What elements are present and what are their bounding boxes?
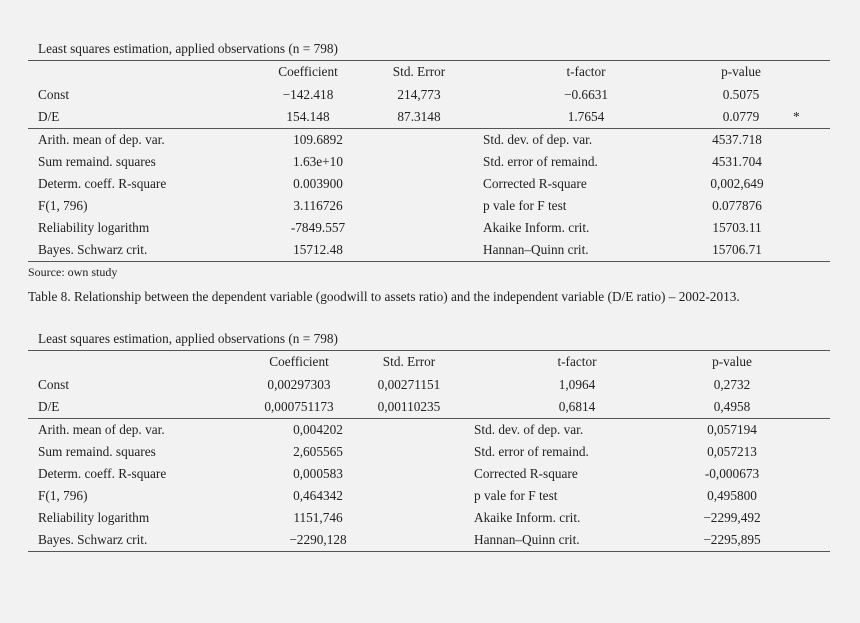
table-2-stat-left-label: Sum remaind. squares bbox=[38, 444, 156, 459]
table-1-row-de-se: 87.3148 bbox=[397, 109, 441, 124]
table-1-stat-left-value: 0.003900 bbox=[293, 176, 343, 191]
table-1-row-de-name: D/E bbox=[38, 109, 60, 124]
table-1-stat-right-value: 0.077876 bbox=[712, 198, 762, 213]
table-1-stat-left-value: 3.116726 bbox=[293, 198, 343, 213]
table-2-header-coefficient: Coefficient bbox=[269, 354, 329, 369]
table-1-stat-right-label: Hannan–Quinn crit. bbox=[483, 242, 589, 257]
table-1-stat-right-value: 4537.718 bbox=[712, 132, 762, 147]
table-1-stat-right-label: Std. dev. of dep. var. bbox=[483, 132, 593, 147]
table-2-stat-left-value: −2290,128 bbox=[289, 532, 347, 547]
table-2-stat-right-value: 0,495800 bbox=[707, 488, 757, 503]
table-2-row-const-p: 0,2732 bbox=[713, 377, 751, 392]
table-2-header-t-factor: t-factor bbox=[557, 354, 597, 369]
table-2-row-const-t: 1,0964 bbox=[558, 377, 596, 392]
table-2-stat-left-value: 0,004202 bbox=[293, 422, 343, 437]
table-2-top-rule bbox=[28, 350, 830, 351]
table-2-stat-left-value: 0,000583 bbox=[293, 466, 343, 481]
table-1-stat-right-value: 4531.704 bbox=[712, 154, 762, 169]
table-2-row-de-p: 0,4958 bbox=[713, 399, 751, 414]
table-2-stat-right-value: −2299,492 bbox=[703, 510, 761, 525]
table-2-row-de-t: 0,6814 bbox=[558, 399, 596, 414]
table-2-bottom-rule bbox=[28, 551, 830, 552]
table-1-row-const-name: Const bbox=[38, 87, 70, 102]
table-1-stat-right-value: 0,002,649 bbox=[710, 176, 764, 191]
table-2-stat-right-label: Akaike Inform. crit. bbox=[474, 510, 581, 525]
table-1-stat-left-value: 15712.48 bbox=[293, 242, 343, 257]
table-2-row-const-se: 0,00271151 bbox=[377, 377, 441, 392]
table-1-row-const-t: −0.6631 bbox=[563, 87, 609, 102]
table-1-header-coefficient: Coefficient bbox=[278, 64, 338, 79]
table-2-stat-left-value: 0,464342 bbox=[293, 488, 343, 503]
table-2-stat-left-label: Arith. mean of dep. var. bbox=[38, 422, 165, 437]
table-1-stat-left-label: Reliability logarithm bbox=[38, 220, 150, 235]
table-1-bottom-rule bbox=[28, 261, 830, 262]
table-2-stat-right-value: 0,057213 bbox=[707, 444, 757, 459]
table-1-stat-right-label: Std. error of remaind. bbox=[483, 154, 598, 169]
table-2-stat-right-label: p vale for F test bbox=[474, 488, 558, 503]
table-1-top-rule bbox=[28, 60, 830, 61]
table-1-stat-left-value: 1.63e+10 bbox=[293, 154, 343, 169]
table-2-row-const-name: Const bbox=[38, 377, 70, 392]
table-1-header-p-value: p-value bbox=[721, 64, 761, 79]
table-1-stat-left-label: Arith. mean of dep. var. bbox=[38, 132, 165, 147]
table-1-stat-left-label: F(1, 796) bbox=[38, 198, 88, 213]
table-2-stat-right-label: Std. dev. of dep. var. bbox=[474, 422, 584, 437]
table-2-stat-left-label: Bayes. Schwarz crit. bbox=[38, 532, 148, 547]
table-2-row-de-name: D/E bbox=[38, 399, 60, 414]
table-2-title: Least squares estimation, applied observations (n = 798) bbox=[38, 331, 338, 346]
table-1-stat-right-value: 15706.71 bbox=[712, 242, 762, 257]
table-2-stat-right-value: -0,000673 bbox=[704, 466, 760, 481]
table-2-stat-left-value: 2,605565 bbox=[293, 444, 343, 459]
table-2-header-p-value: p-value bbox=[712, 354, 752, 369]
table-1-row-const-se: 214,773 bbox=[397, 87, 441, 102]
table-2-stat-right-value: 0,057194 bbox=[707, 422, 757, 437]
regression-table-2 bbox=[28, 330, 830, 552]
table-2-stat-left-label: Determ. coeff. R-square bbox=[38, 466, 167, 481]
table-1-stat-left-label: Determ. coeff. R-square bbox=[38, 176, 167, 191]
table-2-row-de-coef: 0,000751173 bbox=[264, 399, 334, 414]
table-2-stat-right-label: Hannan–Quinn crit. bbox=[474, 532, 580, 547]
table-1-stat-left-value: -7849.557 bbox=[290, 220, 346, 235]
table-1-stat-right-label: p vale for F test bbox=[483, 198, 567, 213]
table-2-mid-rule bbox=[28, 418, 830, 419]
table-1-row-de-p: 0.0779 bbox=[722, 109, 760, 124]
table-1-header-std-error: Std. Error bbox=[392, 64, 446, 79]
table-1-row-const-coef: −142.418 bbox=[282, 87, 334, 102]
table-8-caption: Table 8. Relationship between the dependent variable (goodwill to assets ratio) and the independent variable (D/E ratio) – 2002-2013. bbox=[28, 289, 740, 304]
table-2-stat-right-label: Std. error of remaind. bbox=[474, 444, 589, 459]
table-1-mid-rule bbox=[28, 128, 830, 129]
table-1-stat-right-value: 15703.11 bbox=[712, 220, 762, 235]
table-1-header-t-factor: t-factor bbox=[566, 64, 606, 79]
table-1-stat-left-label: Sum remaind. squares bbox=[38, 154, 156, 169]
table-1-stat-left-value: 109.6892 bbox=[293, 132, 343, 147]
table-2-stat-left-label: F(1, 796) bbox=[38, 488, 88, 503]
table-2-stat-left-value: 1151,746 bbox=[293, 510, 343, 525]
table-2-row-const-coef: 0,00297303 bbox=[267, 377, 331, 392]
table-1-row-de-t: 1.7654 bbox=[567, 109, 605, 124]
table-2-stat-left-label: Reliability logarithm bbox=[38, 510, 150, 525]
table-2-stat-right-label: Corrected R-square bbox=[474, 466, 578, 481]
table-1-stat-right-label: Akaike Inform. crit. bbox=[483, 220, 590, 235]
table-2-row-de-se: 0,00110235 bbox=[377, 399, 441, 414]
table-1-significance-star: * bbox=[793, 109, 800, 124]
table-2-stat-right-value: −2295,895 bbox=[703, 532, 761, 547]
table-1-stat-right-label: Corrected R-square bbox=[483, 176, 587, 191]
table-1-row-de-coef: 154.148 bbox=[286, 109, 330, 124]
table-1-row-const-p: 0.5075 bbox=[722, 87, 760, 102]
regression-table-1 bbox=[28, 40, 830, 262]
table-1-title: Least squares estimation, applied observations (n = 798) bbox=[38, 41, 338, 56]
table-2-header-std-error: Std. Error bbox=[382, 354, 436, 369]
source-note: Source: own study bbox=[28, 265, 118, 279]
table-1-stat-left-label: Bayes. Schwarz crit. bbox=[38, 242, 148, 257]
